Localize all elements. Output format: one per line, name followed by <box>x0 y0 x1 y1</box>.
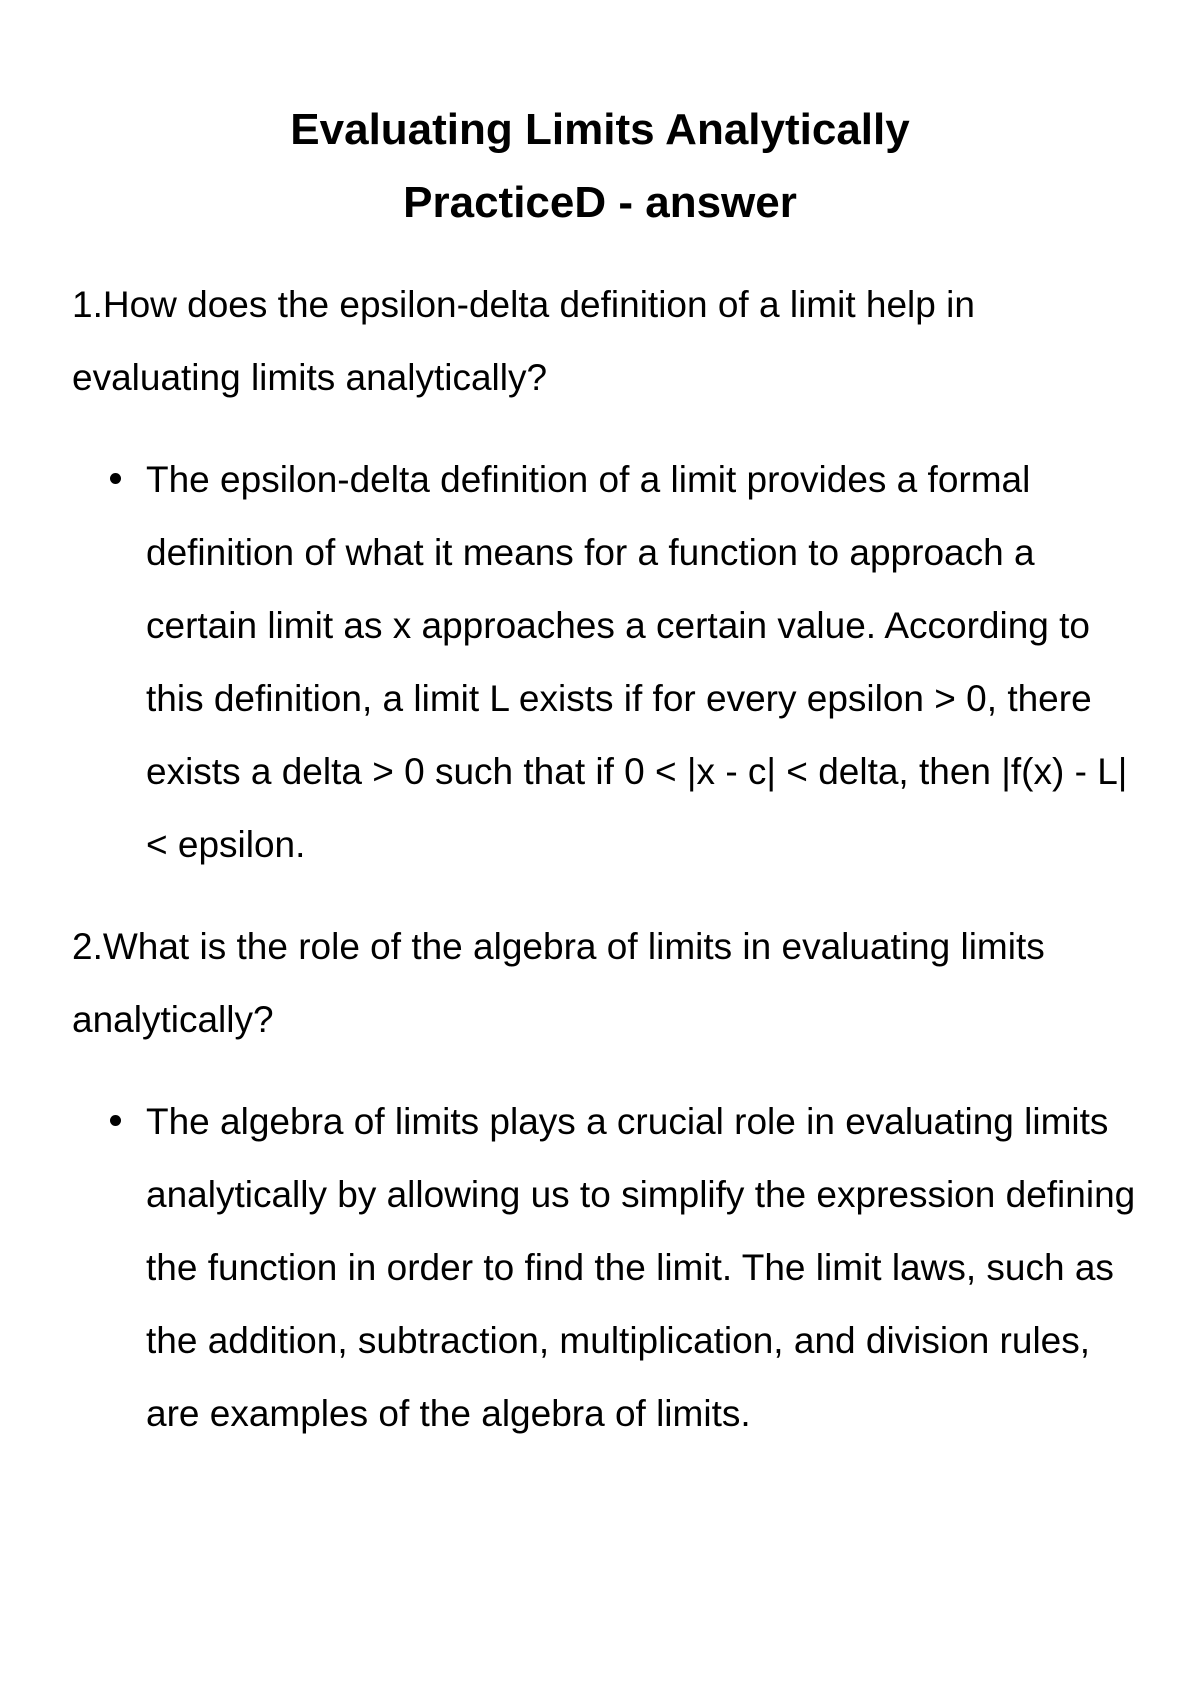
question-2: 2.What is the role of the algebra of limits in evaluating limits analytically? <box>72 926 1045 1040</box>
bullet-icon <box>110 1115 121 1126</box>
document-title: Evaluating Limits Analytically <box>290 105 910 154</box>
answer-2: The algebra of limits plays a crucial role in evaluating limits analytically by allowing us to simplify the expression defining the function in order to find the limit. The limit laws, such as the addition, subtraction, multiplication, and division rules, are examples of the algebra of limits. <box>146 1101 1136 1434</box>
document-subtitle: PracticeD - answer <box>403 178 797 227</box>
question-1: 1.How does the epsilon-delta definition of a limit help in evaluating limits analytically? <box>72 284 975 398</box>
answer-1: The epsilon-delta definition of a limit provides a formal definition of what it means for a function to approach a certain limit as x approaches a certain value. According to this definition, a limit L exists if for every epsilon > 0, there exists a delta > 0 such that if 0 < |x - c| < delta, then |f(x) - L| < epsilon. <box>146 459 1128 865</box>
bullet-icon <box>110 473 121 484</box>
